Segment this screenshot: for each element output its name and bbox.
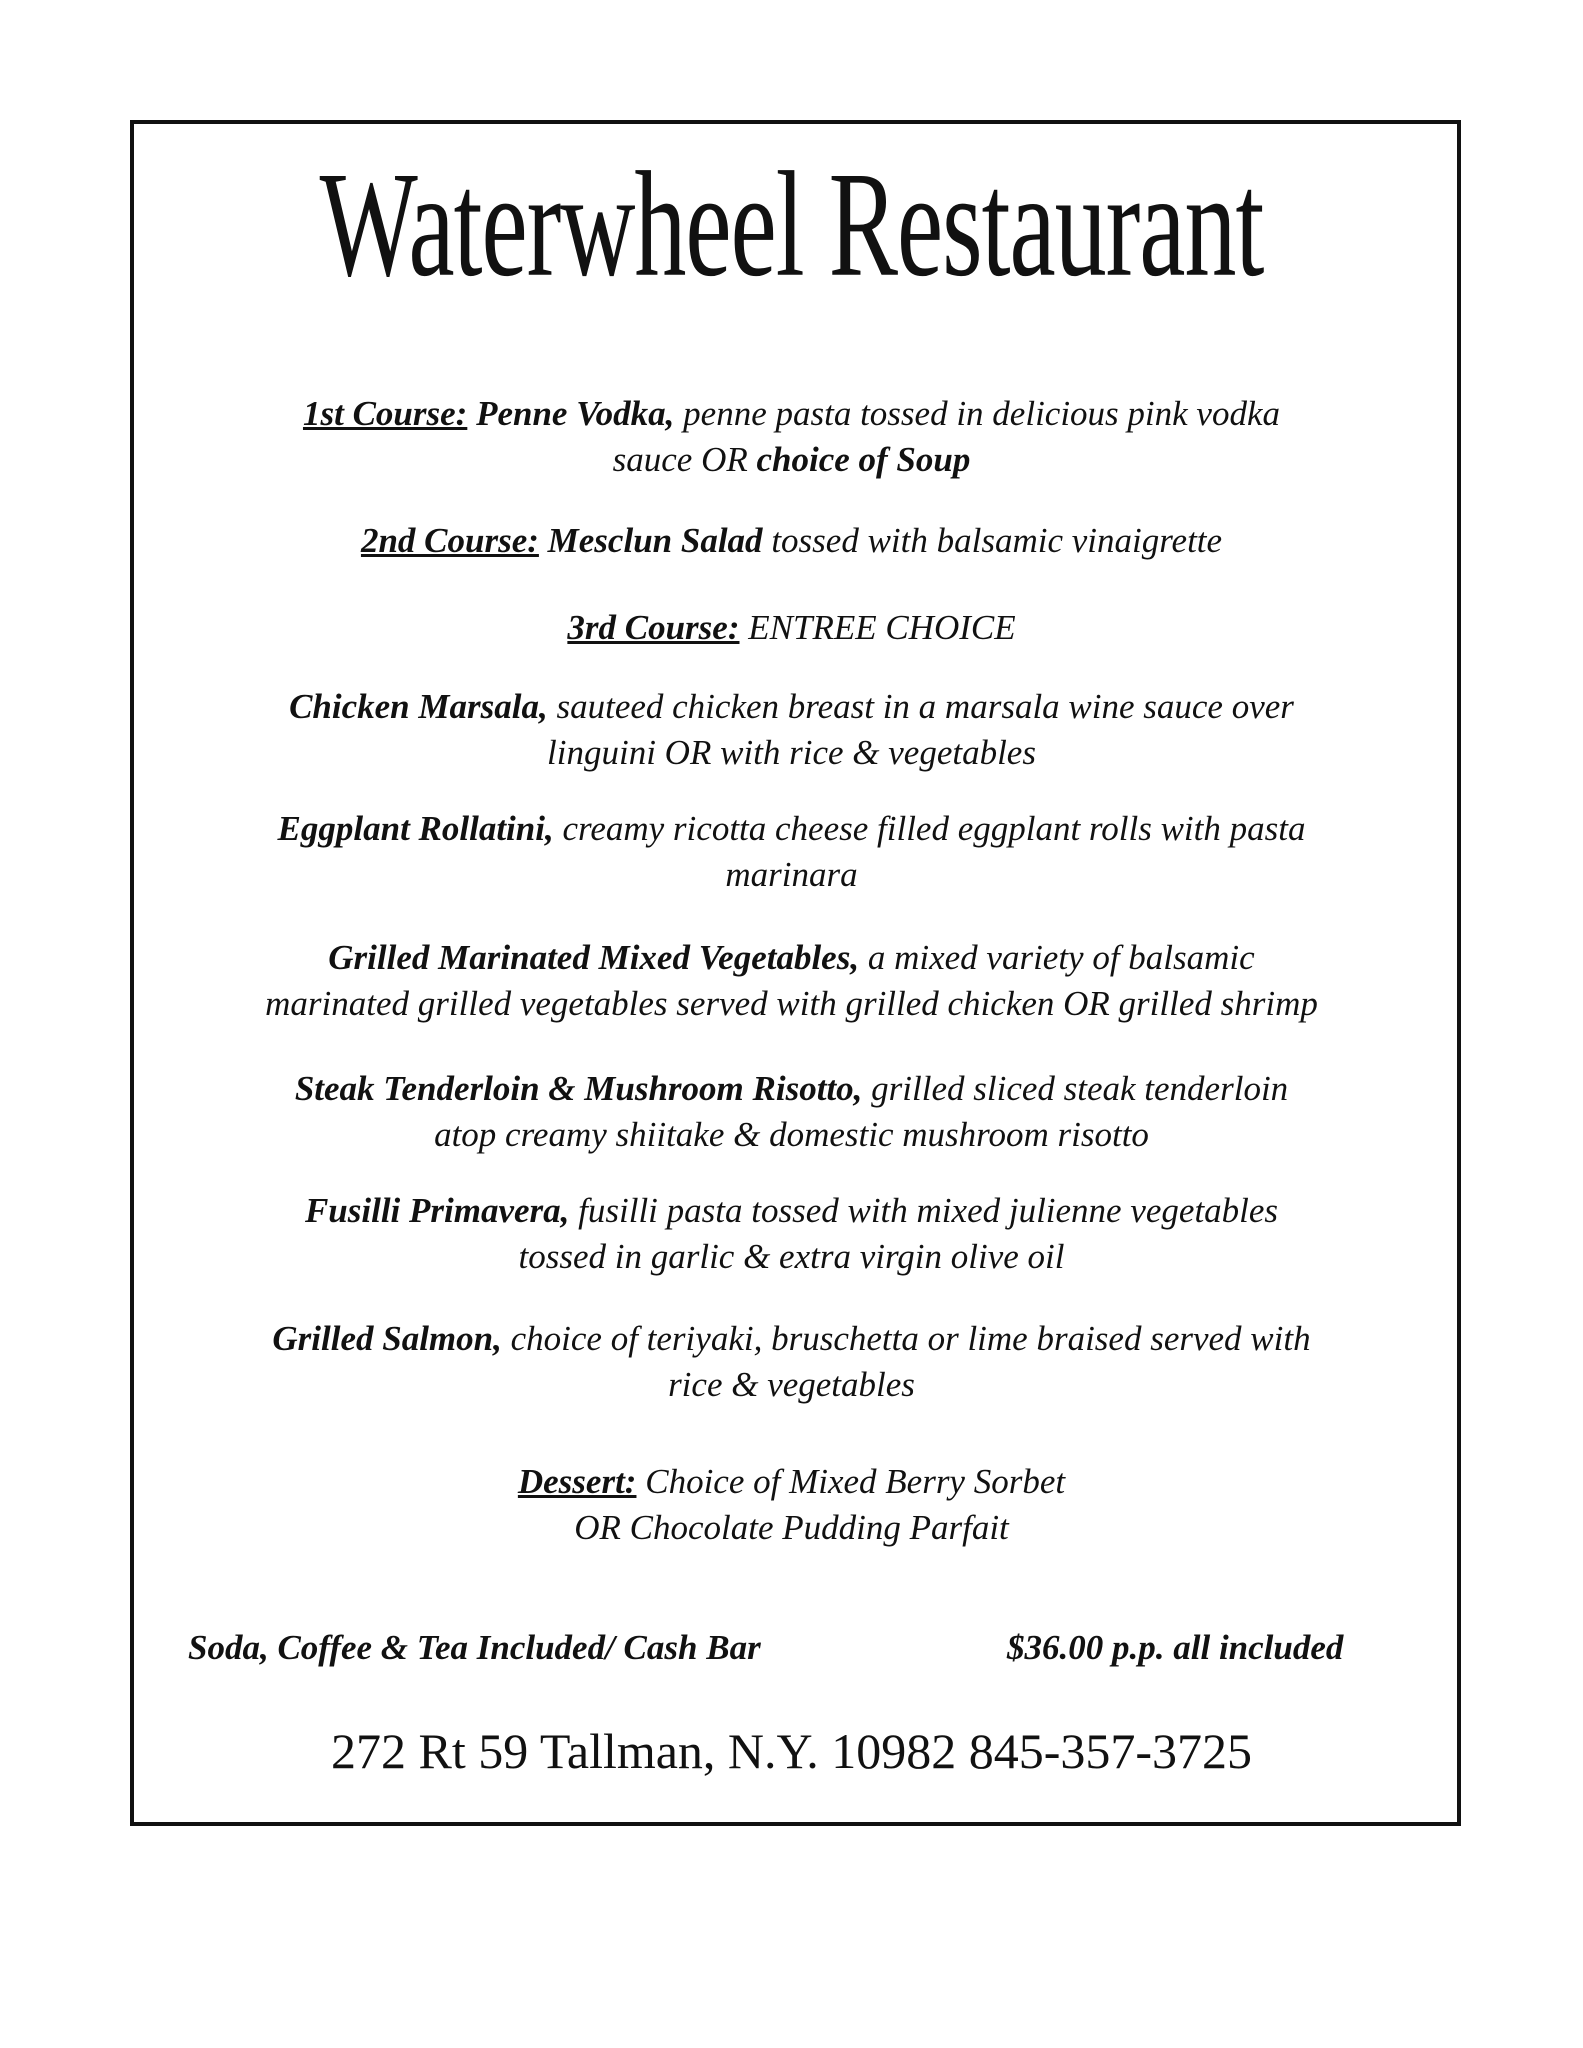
entree-description-cont: rice & vegetables	[668, 1365, 915, 1404]
entree-description: fusilli pasta tossed with mixed julienne vegetables	[578, 1191, 1279, 1230]
entree-name: Grilled Salmon,	[272, 1319, 502, 1358]
course-label: 2nd Course:	[360, 521, 539, 560]
entree-description-cont: linguini OR with rice & vegetables	[547, 733, 1036, 772]
first-course	[150, 391, 1433, 483]
dessert-option: Choice of Mixed Berry Sorbet	[645, 1462, 1066, 1501]
entree-item	[150, 684, 1433, 776]
dessert-course	[150, 1459, 1433, 1551]
entree-name: Fusilli Primavera,	[304, 1191, 570, 1230]
entree-description: a mixed variety of balsamic	[867, 938, 1255, 977]
entree-name: Steak Tenderloin & Mushroom Risotto,	[294, 1069, 863, 1108]
price-note: $36.00 p.p. all included	[1007, 1628, 1344, 1667]
entree-item	[150, 1316, 1433, 1408]
dessert-label: Dessert:	[517, 1462, 637, 1501]
dish-description: tossed with balsamic vinaigrette	[771, 521, 1223, 560]
entree-item	[150, 806, 1433, 898]
entree-item	[150, 1188, 1433, 1280]
dish-description-cont: sauce OR	[612, 440, 748, 479]
soup-option: choice of Soup	[756, 440, 971, 479]
entree-description: choice of teriyaki, bruschetta or lime braised served with	[510, 1319, 1311, 1358]
entree-item	[150, 1066, 1433, 1158]
restaurant-title: Waterwheel Restaurant	[319, 141, 1264, 309]
entree-description-cont: atop creamy shiitake & domestic mushroom risotto	[434, 1115, 1149, 1154]
dish-name: Mesclun Salad	[547, 521, 763, 560]
entree-choice-heading: ENTREE CHOICE	[748, 608, 1016, 647]
course-label: 1st Course:	[302, 394, 468, 433]
entree-description: grilled sliced steak tenderloin	[871, 1069, 1289, 1108]
entree-description-cont: marinara	[725, 855, 858, 894]
entree-name: Chicken Marsala,	[289, 687, 548, 726]
drinks-note: Soda, Coffee & Tea Included/ Cash Bar	[188, 1628, 761, 1667]
entree-description: sauteed chicken breast in a marsala wine sauce over	[556, 687, 1294, 726]
address-line: 272 Rt 59 Tallman, N.Y. 10982 845-357-3725	[330, 1723, 1253, 1779]
dessert-option-alt: OR Chocolate Pudding Parfait	[574, 1508, 1009, 1547]
entree-item	[150, 935, 1433, 1027]
entree-description: creamy ricotta cheese filled eggplant rolls with pasta	[562, 809, 1306, 848]
second-course	[150, 518, 1433, 564]
course-label: 3rd Course:	[567, 608, 740, 647]
dish-description: penne pasta tossed in delicious pink vodka	[683, 394, 1281, 433]
third-course	[150, 605, 1433, 651]
entree-name: Eggplant Rollatini,	[277, 809, 554, 848]
entree-description-cont: tossed in garlic & extra virgin olive oil	[518, 1237, 1065, 1276]
entree-name: Grilled Marinated Mixed Vegetables,	[328, 938, 860, 977]
entree-description-cont: marinated grilled vegetables served with grilled chicken OR grilled shrimp	[265, 984, 1318, 1023]
dish-name: Penne Vodka,	[476, 394, 675, 433]
